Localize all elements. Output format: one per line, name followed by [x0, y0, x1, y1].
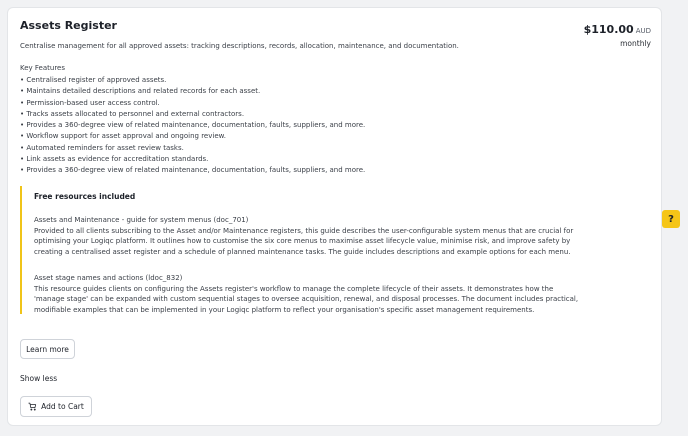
show-less-link[interactable]: Show less — [20, 374, 58, 383]
free-resources-title: Free resources included — [34, 192, 136, 201]
resource-text-line: optimising your Logiqc platform. It outlines how to customise the six core menus to maximise asset lifecycle value, minimise risk, and improve safety by — [34, 237, 571, 245]
feature-item: • Permission-based user access control. — [20, 98, 160, 107]
feature-item: • Maintains detailed descriptions and related records for each asset. — [20, 87, 261, 96]
price-period: monthly — [620, 39, 651, 48]
feature-item: • Automated reminders for asset review tasks. — [20, 143, 184, 152]
product-description: Centralise management for all approved assets: tracking descriptions, records, allocation, maintenance, and documentation. — [20, 42, 459, 50]
learn-more-button[interactable]: Learn more — [20, 339, 75, 359]
features-list — [20, 75, 365, 177]
feature-item: • Provides a 360-degree view of related maintenance, documentation, faults, suppliers, and more. — [20, 121, 366, 130]
price-currency: AUD — [635, 27, 651, 35]
product-card — [7, 7, 662, 426]
resource-heading: Asset stage names and actions (ldoc_832) — [34, 274, 183, 282]
feature-item: • Tracks assets allocated to personnel and external contractors. — [20, 109, 245, 118]
resource-item — [34, 273, 614, 315]
product-title: Assets Register — [20, 19, 117, 32]
price-amount: $110.00 — [583, 23, 634, 36]
feature-item: • Workflow support for asset approval and ongoing review. — [20, 132, 226, 141]
resource-text-line: creating a centralised asset register and a schedule of planned maintenance tasks. The guide includes descriptions and example options for each menu. — [34, 247, 571, 256]
price-block — [584, 18, 651, 48]
resource-text-line: Provided to all clients subscribing to the Asset and/or Maintenance registers, this guide describes the user-configurable system menus that are crucial for — [34, 226, 574, 235]
resource-text-line: 'manage stage' can be expanded with custom sequential stages to oversee acquisition, renewal, and disposal processes. The document includes practical, — [34, 295, 579, 303]
add-to-cart-label: Add to Cart — [41, 402, 84, 411]
resource-heading: Assets and Maintenance - guide for system menus (doc_701) — [34, 216, 249, 224]
cart-icon — [28, 402, 37, 411]
free-resources-panel — [20, 186, 620, 314]
resource-text-line: modifiable examples that can be implemented in your Logiqc platform to reflect your organisation's specific asset management requirements. — [34, 305, 535, 314]
feature-item: • Centralised register of approved assets. — [20, 76, 167, 84]
help-button[interactable] — [662, 210, 680, 228]
features-title: Key Features — [20, 64, 66, 72]
help-icon: ? — [668, 213, 674, 225]
feature-item: • Link assets as evidence for accreditation standards. — [20, 155, 209, 164]
resource-item — [34, 215, 614, 257]
resource-text-line: This resource guides clients on configuring the Assets register's workflow to manage the complete lifecycle of their assets. It demonstrates how the — [34, 284, 554, 293]
feature-item: • Provides a 360-degree view of related maintenance, documentation, faults, suppliers, and more. — [20, 166, 366, 175]
add-to-cart-button[interactable] — [20, 396, 92, 417]
